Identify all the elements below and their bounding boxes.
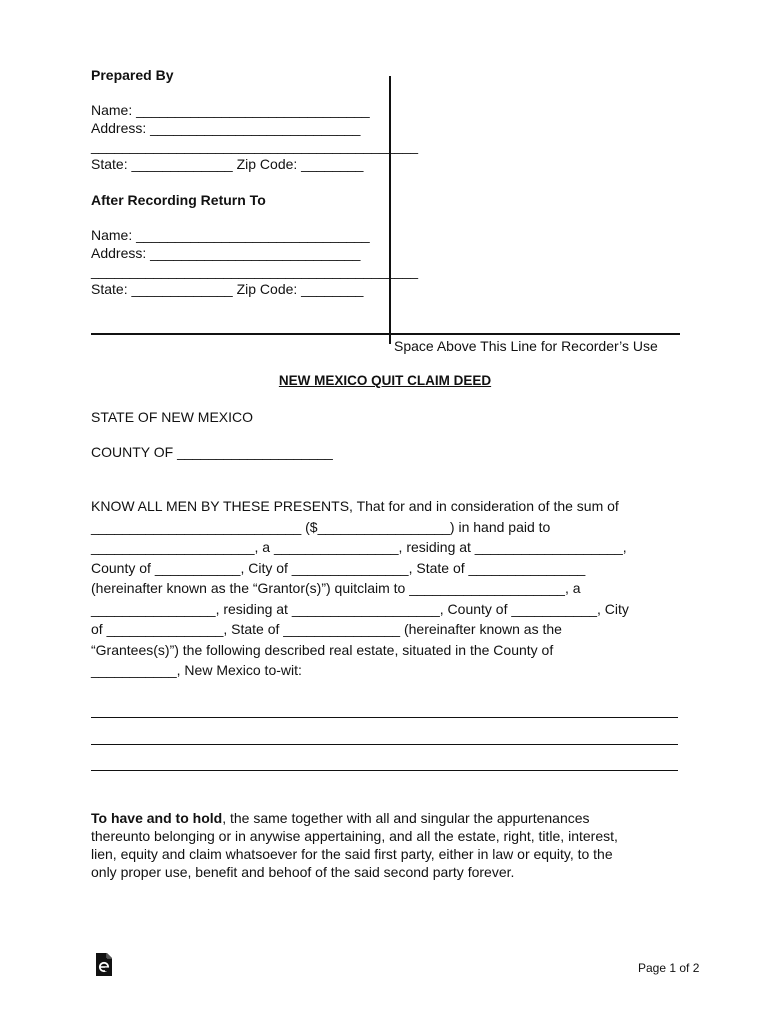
- habendum-lead: To have and to hold: [91, 810, 223, 826]
- body-line: “Grantees(s)”) the following described real estate, situated in the County of: [91, 642, 554, 658]
- return-to-heading: After Recording Return To: [91, 192, 266, 208]
- body-line[interactable]: County of ___________, City of _______________, State of _______________: [91, 560, 586, 576]
- return-to-address-line2[interactable]: __________________________________________: [91, 263, 419, 279]
- recorder-box-vertical-line: [389, 76, 391, 344]
- body-line[interactable]: _____________________, a ________________, residing at ___________________,: [91, 539, 627, 555]
- habendum-first-rest: , the same together with all and singular the appurtenances: [222, 810, 590, 826]
- legal-description-line-3[interactable]: [91, 770, 678, 771]
- recorder-box-horizontal-line: [91, 333, 680, 335]
- body-line[interactable]: ________________, residing at ___________________, County of ___________, City: [91, 601, 629, 617]
- county-field[interactable]: COUNTY OF ____________________: [91, 444, 333, 460]
- prepared-by-address-line2[interactable]: __________________________________________: [91, 138, 419, 154]
- habendum-line: thereunto belonging or in anywise appertaining, and all the estate, right, title, interest,: [91, 828, 618, 844]
- state-line: STATE OF NEW MEXICO: [91, 409, 254, 425]
- body-line[interactable]: (hereinafter known as the “Grantor(s)”) quitclaim to ____________________, a: [91, 580, 581, 596]
- habendum-first-line: [91, 809, 590, 827]
- page-number: Page 1 of 2: [638, 961, 700, 975]
- legal-description-line-1[interactable]: [91, 717, 678, 718]
- habendum-line: lien, equity and claim whatsoever for the said first party, either in law or equity, to the: [91, 846, 613, 862]
- prepared-by-state-zip-field[interactable]: State: _____________ Zip Code: ________: [91, 156, 364, 172]
- return-to-state-zip-field[interactable]: State: _____________ Zip Code: ________: [91, 281, 364, 297]
- body-line[interactable]: of _______________, State of _______________ (hereinafter known as the: [91, 621, 562, 637]
- return-to-address-field[interactable]: Address: ___________________________: [91, 245, 361, 261]
- prepared-by-heading: Prepared By: [91, 67, 174, 83]
- body-line[interactable]: ___________, New Mexico to-wit:: [91, 662, 302, 678]
- body-line: KNOW ALL MEN BY THESE PRESENTS, That for and in consideration of the sum of: [91, 498, 619, 514]
- document-title: NEW MEXICO QUIT CLAIM DEED: [278, 373, 492, 388]
- prepared-by-name-field[interactable]: Name: ______________________________: [91, 102, 370, 118]
- habendum-line: only proper use, benefit and behoof of the said second party forever.: [91, 864, 515, 880]
- eforms-logo-icon: [95, 952, 113, 977]
- legal-description-line-2[interactable]: [91, 744, 678, 745]
- body-line[interactable]: ___________________________ ($_________________) in hand paid to: [91, 519, 551, 535]
- recorder-use-note: Space Above This Line for Recorder’s Use: [394, 338, 658, 354]
- return-to-name-field[interactable]: Name: ______________________________: [91, 227, 370, 243]
- prepared-by-address-field[interactable]: Address: ___________________________: [91, 120, 361, 136]
